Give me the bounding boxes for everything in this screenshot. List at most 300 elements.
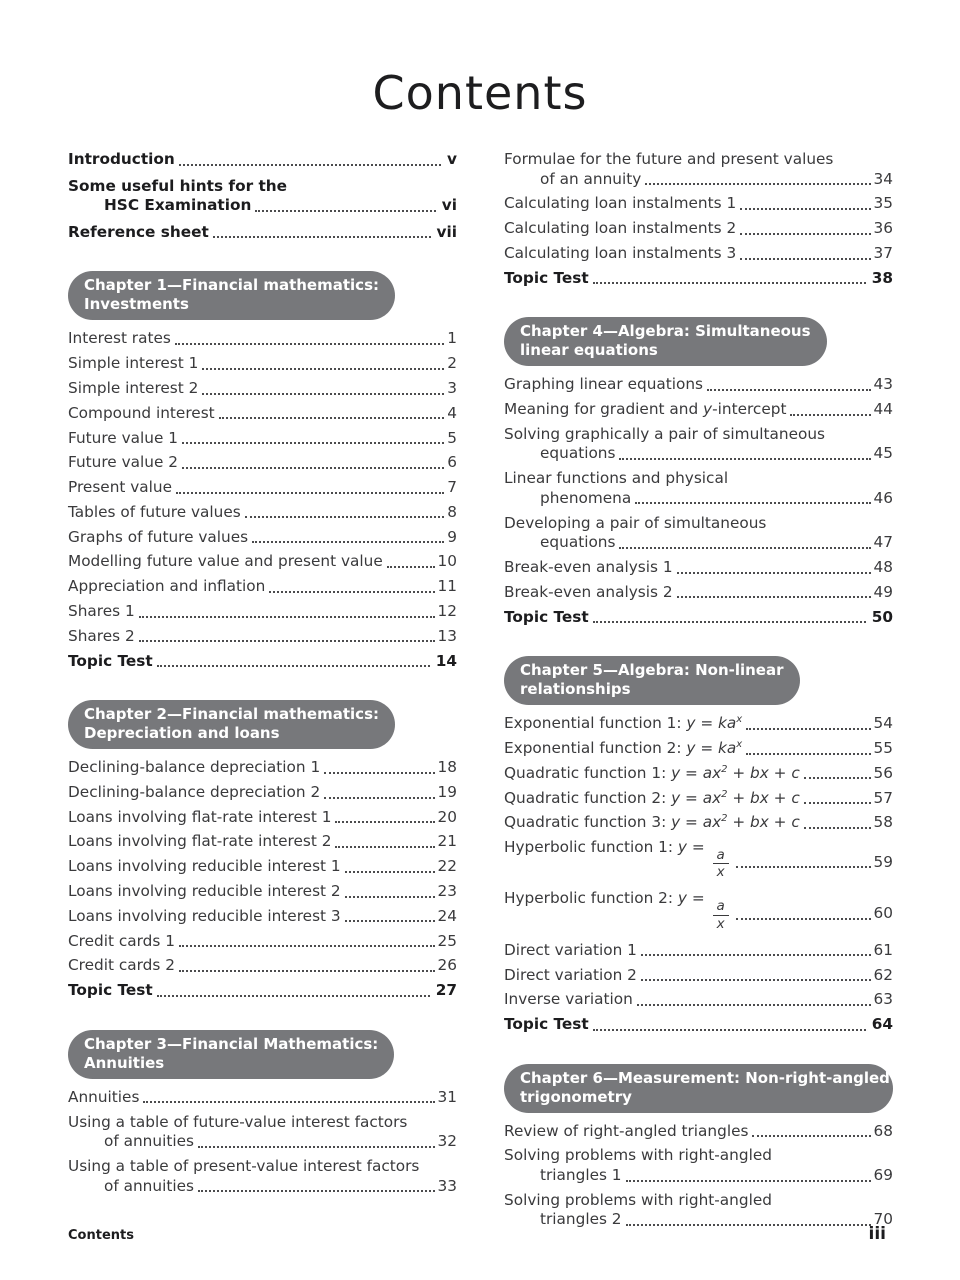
toc-entry-line [68,602,457,622]
toc-entry-label: Simple interest 2 [68,378,199,397]
toc-entry-line [504,1015,893,1035]
toc-entry [68,857,457,877]
dot-leader [182,442,444,444]
footer-section-label: Contents [68,1228,134,1243]
toc-entry-line [68,1177,457,1197]
dot-leader [245,516,445,518]
toc-entry-label: Declining-balance depreciation 1 [68,758,321,777]
page-number: 48 [873,558,893,576]
dot-leader [736,866,871,868]
toc-entry [504,150,893,189]
dot-leader [740,233,870,235]
toc-entry [68,907,457,927]
dot-leader [736,918,871,920]
math-expression: + bx + c [727,788,800,807]
page-number: 23 [437,882,457,901]
dot-leader [707,389,870,391]
chapter-banner-line2: linear equations [520,341,658,360]
toc-entry-line [68,379,457,399]
page-number: 38 [871,268,893,287]
chapter-banner-line2: Depreciation and loans [84,724,280,743]
toc-entry [68,652,457,672]
dot-leader [255,210,435,212]
page-number: 58 [873,813,893,832]
math-expression: y [703,400,713,419]
toc-entry-line [504,1122,893,1142]
toc-entry-label: Present value [68,478,173,497]
page-number: vii [436,222,457,241]
dot-leader [324,797,434,799]
toc-entry-label: Shares 2 [68,626,135,645]
toc-entry [68,627,457,647]
toc-entry-label: Break-even analysis 1 [504,558,673,576]
dot-leader [139,616,435,618]
toc-entry [68,404,457,424]
page-number: 46 [873,488,893,507]
page-number: 49 [873,582,893,601]
fraction-numerator: a [713,899,729,915]
toc-entry [504,469,893,508]
math-expression: + bx + c [727,813,800,832]
page-number: 5 [447,428,457,447]
dot-leader [179,164,441,166]
toc-entry-line [68,981,457,1001]
toc-entry-label: phenomena [540,488,632,507]
toc-entry-label [504,714,742,734]
dot-leader [157,995,430,997]
toc-entry [504,764,893,784]
entry-label-text: Hyperbolic function 2: [504,889,678,908]
toc-entry-line [504,219,893,239]
toc-entry-line [68,956,457,976]
toc-entry-line [504,194,893,214]
toc-entry [68,1113,457,1152]
toc-entry [68,758,457,778]
toc-entry-line [504,375,893,395]
page-number: 24 [437,906,457,925]
toc-entry-label: Direct variation 1 [504,940,637,959]
toc-entry [68,956,457,976]
dot-leader [637,1004,871,1006]
toc-entry [68,453,457,473]
toc-entry-label: Graphing linear equations [504,375,704,394]
dot-leader [387,566,435,568]
toc-entry-line [504,966,893,986]
toc-entry-label: Review of right-angled triangles [504,1121,749,1140]
toc-entry-label: Loans involving reducible interest 3 [68,906,341,925]
dot-leader [219,417,445,419]
dot-leader [752,1135,870,1137]
toc-entry [68,602,457,622]
toc-entry-label [504,838,732,881]
toc-entry-line [68,832,457,852]
page-number: 68 [873,1121,893,1140]
page-number: 35 [873,194,893,213]
chapter-banner [504,656,800,705]
toc-entry-label: Simple interest 1 [68,354,199,373]
toc-entry-label: Declining-balance depreciation 2 [68,782,321,801]
toc-entry [504,425,893,464]
toc-entry-first-line: Solving problems with right-angled [504,1190,772,1209]
toc-entry-line [504,533,893,553]
toc-entry-line [504,583,893,603]
dot-leader [593,621,866,623]
toc-entry [504,375,893,395]
page-number: 19 [437,782,457,801]
toc-entry-first-line: Solving graphically a pair of simultaneous [504,424,826,443]
toc-entry-first-line: Some useful hints for the [68,176,288,195]
toc-entry-line [68,354,457,374]
page-number: 7 [447,478,457,497]
toc-entry [504,789,893,809]
dot-leader [804,777,871,779]
chapter-banner-line1: Chapter 1—Financial mathematics: [84,276,379,295]
footer-page-number: iii [868,1224,886,1244]
chapter-banner-line2: trigonometry [520,1087,632,1106]
dot-leader [345,871,435,873]
page-number: 55 [873,738,893,757]
page-number: 31 [437,1087,457,1106]
dot-leader [179,945,435,947]
page-number: 62 [873,965,893,984]
page-number: 54 [873,714,893,733]
toc-entry [68,981,457,1001]
toc-entry-label: Topic Test [68,981,153,1000]
dot-leader [645,183,870,185]
chapter-banner-line2: Investments [84,295,189,314]
toc-columns [68,150,893,1235]
toc-entry-line [68,1088,457,1108]
math-expression: y = [677,889,710,908]
page-number: 36 [873,219,893,238]
toc-entry-line [504,813,893,833]
dot-leader [324,772,434,774]
toc-entry-label: Tables of future values [68,502,241,521]
dot-leader [198,1146,435,1148]
toc-entry-line [68,478,457,498]
entry-label-text: Hyperbolic function 1: [504,838,678,857]
toc-entry-line [68,932,457,952]
toc-entry [504,244,893,264]
page-number: 47 [873,533,893,552]
toc-entry-label: Graphs of future values [68,527,249,546]
toc-entry [68,932,457,952]
toc-entry-line [504,889,893,932]
toc-entry [504,714,893,734]
dot-leader [335,821,434,823]
toc-entry [504,889,893,932]
dot-leader [746,753,870,755]
toc-entry-label [504,813,800,833]
toc-entry-label: Topic Test [504,268,589,287]
toc-entry-line [68,627,457,647]
toc-entry-line [68,882,457,902]
toc-entry [68,478,457,498]
toc-entry [504,219,893,239]
math-expression: y = ax [671,763,722,782]
page-number: 43 [873,375,893,394]
toc-entry-label: Shares 1 [68,601,135,620]
toc-entry-line [68,783,457,803]
toc-entry-line [504,489,893,509]
toc-entry-line [504,170,893,190]
toc-entry-line [68,223,457,243]
toc-entry [68,808,457,828]
dot-leader [641,954,871,956]
toc-entry [504,558,893,578]
dot-leader [804,802,871,804]
toc-entry [68,150,457,170]
toc-entry-label: Credit cards 2 [68,956,175,975]
toc-entry-label: Modelling future value and present value [68,552,383,571]
toc-entry-first-line: Linear functions and physical [504,469,729,488]
page-number: 6 [447,453,457,472]
fraction-denominator: x [716,864,725,881]
dot-leader [804,827,871,829]
dot-leader [345,896,435,898]
toc-entry-line [68,577,457,597]
entry-label-text: Exponential function 1: [504,714,687,733]
toc-entry [504,941,893,961]
dot-leader [202,368,444,370]
entry-label-text: Quadratic function 2: [504,788,672,807]
toc-entry-line [504,990,893,1010]
page-number: 3 [447,378,457,397]
chapter-banner [504,317,827,366]
dot-leader [176,492,444,494]
toc-entry-label: Interest rates [68,329,171,348]
entry-label-text: Quadratic function 3: [504,813,672,832]
toc-entry [68,503,457,523]
toc-entry-line [504,269,893,289]
chapter-banner [68,271,395,320]
toc-entry-label: Reference sheet [68,222,209,241]
page-number: 13 [437,626,457,645]
dot-leader [641,979,871,981]
toc-entry-label: Loans involving flat-rate interest 1 [68,807,332,826]
entry-label-text: Meaning for gradient and [504,400,704,419]
toc-entry [504,400,893,420]
toc-entry-line [504,941,893,961]
toc-entry-line [68,808,457,828]
toc-entry-label: Break-even analysis 2 [504,582,673,601]
chapter-banner [68,700,395,749]
toc-entry [68,429,457,449]
toc-entry [504,739,893,759]
dot-leader [740,258,870,260]
page-number: 22 [437,857,457,876]
math-superscript: x [736,714,743,726]
toc-entry-label: Calculating loan instalments 3 [504,243,737,262]
chapter-banner-line1: Chapter 2—Financial mathematics: [84,705,379,724]
toc-entry-line [504,558,893,578]
dot-leader [143,1101,434,1103]
math-expression: y = ax [671,813,722,832]
toc-entry [68,223,457,243]
toc-entry [68,528,457,548]
page-footer [68,1224,886,1244]
toc-entry-label: Topic Test [504,1015,589,1034]
toc-entry-first-line: Using a table of future-value interest factors [68,1112,408,1131]
toc-entry-line [68,1132,457,1152]
page-number: 8 [447,502,457,521]
toc-entry-label: HSC Examination [104,196,252,215]
chapter-banner-line1: Chapter 5—Algebra: Non-linear [520,661,784,680]
toc-entry-label: Calculating loan instalments 1 [504,194,737,213]
page-number: 61 [873,940,893,959]
page-number: 37 [873,243,893,262]
page-number: 33 [437,1176,457,1195]
chapter-banner [68,1030,394,1079]
page-number: 60 [873,904,893,923]
toc-entry-label: Loans involving flat-rate interest 2 [68,832,332,851]
page-number: 4 [447,403,457,422]
entry-label-text: Quadratic function 1: [504,763,672,782]
math-fraction [713,848,729,879]
dot-leader [335,846,434,848]
toc-entry [68,552,457,572]
page-number: 59 [873,852,893,871]
page-number: v [447,150,457,168]
fraction-numerator: a [713,848,729,864]
page-number: 56 [873,763,893,782]
toc-entry-label: of annuities [104,1176,194,1195]
page-number: 50 [871,607,893,626]
math-expression: y = ax [671,788,722,807]
math-superscript: 2 [721,813,728,825]
page-number: 11 [437,577,457,596]
page-number: 20 [437,807,457,826]
toc-entry-label [504,889,732,932]
toc-entry-line [68,652,457,672]
toc-entry [504,990,893,1010]
toc-entry [504,966,893,986]
page-number: 25 [437,931,457,950]
toc-entry [68,379,457,399]
toc-entry-line [68,528,457,548]
toc-entry [504,269,893,289]
toc-entry [504,1146,893,1185]
chapter-banner-line1: Chapter 6—Measurement: Non-right-angled [520,1068,890,1087]
fraction-denominator: x [716,915,725,932]
toc-entry-line [504,739,893,759]
toc-entry-line [68,453,457,473]
math-superscript: x [736,738,743,750]
page-number: 10 [437,552,457,571]
toc-entry-line [68,907,457,927]
toc-entry [68,882,457,902]
dot-leader [139,640,435,642]
toc-entry [504,1122,893,1142]
page-number: 63 [873,990,893,1009]
toc-entry [504,514,893,553]
toc-entry [504,608,893,628]
toc-entry-line [504,1166,893,1186]
toc-entry-label: equations [540,533,616,552]
dot-leader [635,502,870,504]
dot-leader [198,1190,435,1192]
toc-entry-line [68,429,457,449]
toc-entry-label: Calculating loan instalments 2 [504,219,737,238]
toc-entry-line [68,150,457,170]
toc-entry-label: Inverse variation [504,990,633,1009]
dot-leader [182,467,444,469]
toc-entry [68,354,457,374]
page-number: 57 [873,788,893,807]
toc-entry-line [504,714,893,734]
dot-leader [202,393,444,395]
page-number: 2 [447,354,457,373]
page-number: 26 [437,956,457,975]
math-fraction [713,899,729,930]
toc-entry-label: Introduction [68,150,175,168]
page-number: 21 [437,832,457,851]
page-number: 32 [437,1132,457,1151]
chapter-banner-line2: Annuities [84,1053,165,1072]
toc-entry-label [504,789,800,809]
toc-entry-first-line: Solving problems with right-angled [504,1146,772,1165]
math-expression: y = [677,838,710,857]
toc-entry [504,838,893,881]
toc-entry-first-line: Formulae for the future and present values [504,150,834,168]
toc-entry-line [68,503,457,523]
toc-entry-label: Topic Test [504,607,589,626]
page-number: 44 [873,400,893,419]
toc-entry-label: Loans involving reducible interest 2 [68,882,341,901]
page-number: 69 [873,1166,893,1185]
page-number: 34 [873,169,893,188]
page-number: 14 [435,651,457,670]
dot-leader [157,665,430,667]
page-number: 70 [873,1210,893,1229]
toc-entry-label: triangles 1 [540,1166,622,1185]
toc-entry [68,1157,457,1196]
page-number: 9 [447,527,457,546]
toc-entry-label: of an annuity [540,169,642,188]
toc-entry-line [68,329,457,349]
toc-entry-label: Compound interest [68,403,215,422]
dot-leader [345,920,435,922]
toc-entry [504,194,893,214]
chapter-banner-line1: Chapter 3—Financial Mathematics: [84,1034,379,1053]
toc-entry-line [504,608,893,628]
toc-entry-line [68,857,457,877]
dot-leader [252,541,444,543]
toc-entry-line [504,400,893,420]
page-title: Contents [372,66,588,120]
dot-leader [677,596,871,598]
page-number: 1 [447,329,457,348]
dot-leader [179,970,435,972]
page-number: 12 [437,601,457,620]
dot-leader [746,728,870,730]
toc-entry-label [504,739,742,759]
page-number: vi [441,196,457,215]
toc-entry-line [504,444,893,464]
math-superscript: 2 [721,763,728,775]
toc-entry [68,577,457,597]
dot-leader [593,282,866,284]
toc-entry [504,1015,893,1035]
toc-entry-first-line: Using a table of present-value interest factors [68,1156,420,1175]
chapter-banner-line1: Chapter 4—Algebra: Simultaneous [520,322,811,341]
toc-entry-label: Annuities [68,1087,140,1106]
toc-entry-label: Loans involving reducible interest 1 [68,857,341,876]
dot-leader [213,236,431,238]
dot-leader [175,343,444,345]
toc-entry [68,832,457,852]
toc-entry [68,1088,457,1108]
